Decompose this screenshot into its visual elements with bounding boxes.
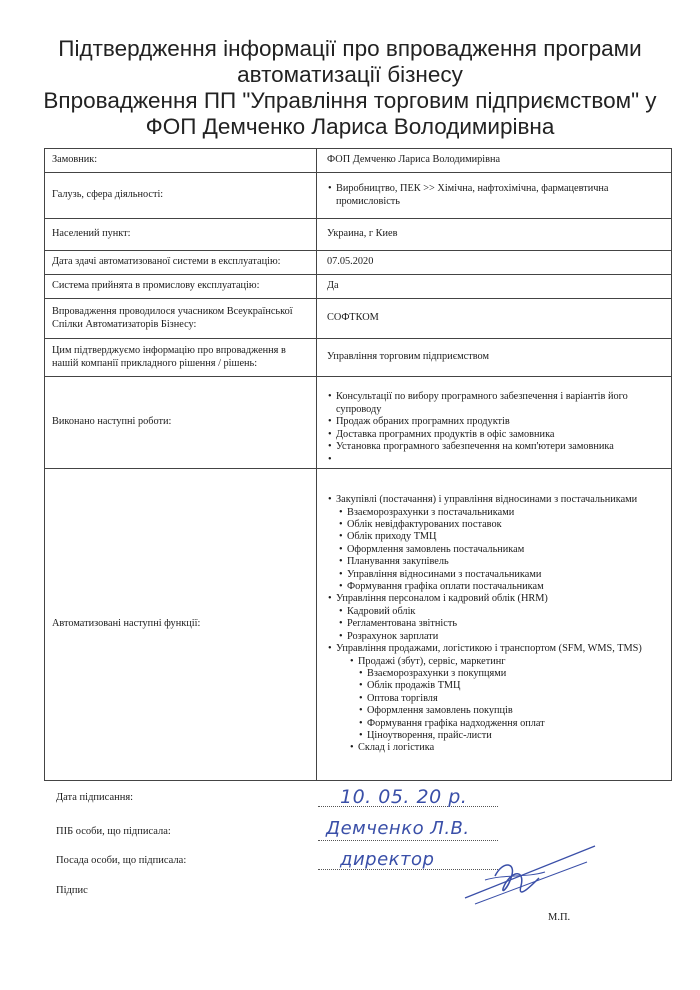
commission-date-label: Дата здачі автоматизованої системи в експлуатацію: <box>45 251 317 275</box>
industry-label: Галузь, сфера діяльності: <box>45 173 317 219</box>
title-line-1: Підтвердження інформації про впровадження програми <box>58 36 642 61</box>
row-participant <box>45 299 672 339</box>
signature-label: Підпис <box>56 885 88 896</box>
function-item: • Оформлення замовлень постачальникам <box>338 544 665 556</box>
row-functions <box>45 469 672 781</box>
location-label: Населений пункт: <box>45 219 317 251</box>
function-subgroup-title: • Продажі (збут), сервіс, маркетинг <box>349 656 665 668</box>
row-customer <box>45 149 672 173</box>
function-group-title: • Управління продажами, логістикою і транспортом (SFM, WMS, TMS) <box>327 643 665 655</box>
function-item: • Облік приходу ТМЦ <box>338 531 665 543</box>
functions-label: Автоматизовані наступні функції: <box>45 469 317 781</box>
participant-label: Впровадження проводилося учасником Всеукраїнської Спілки Автоматизаторів Бізнесу: <box>45 299 317 339</box>
row-commission-date <box>45 251 672 275</box>
sign-date-label: Дата підписання: <box>56 792 134 803</box>
function-item: • Взаєморозрахунки з покупцями <box>358 668 665 680</box>
function-item: • Оптова торгівля <box>358 693 665 705</box>
works-label: Виконано наступні роботи: <box>45 377 317 469</box>
function-item: • Оформлення замовлень покупців <box>358 705 665 717</box>
sign-date-value: 10. 05. 20 р. <box>340 786 468 808</box>
functions-list <box>327 494 665 506</box>
function-item: • Облік продажів ТМЦ <box>358 680 665 692</box>
row-location <box>45 219 672 251</box>
function-item: • Ціноутворення, прайс-листи <box>358 730 665 742</box>
info-table <box>44 148 672 781</box>
row-industry <box>45 173 672 219</box>
function-item: • Регламентована звітність <box>338 618 665 630</box>
row-accepted <box>45 275 672 299</box>
location-value: Украина, г Киев <box>317 219 672 251</box>
works-item: • Консультації по вибору програмного забезпечення і варіантів його супроводу <box>327 391 665 416</box>
title-line-4: ФОП Демченко Лариса Володимирівна <box>145 114 555 139</box>
handwritten-signature <box>455 840 605 920</box>
solution-value: Управління торговим підприємством <box>317 339 672 377</box>
customer-label: Замовник: <box>45 149 317 173</box>
function-group-title: • Управління персоналом і кадровий облік (HRM) <box>327 593 665 605</box>
works-item: • Установка програмного забезпечення на комп'ютери замовника <box>327 441 665 453</box>
document-title <box>30 36 670 140</box>
function-item: • Планування закупівель <box>338 556 665 568</box>
signer-name-label: ПІБ особи, що підписала: <box>56 826 171 837</box>
function-item: • Взаєморозрахунки з постачальниками <box>338 507 665 519</box>
function-subgroup-title: • Склад і логістика <box>349 742 665 754</box>
function-item: • Управління відносинами з постачальниками <box>338 569 665 581</box>
stamp-placeholder: М.П. <box>548 912 571 923</box>
row-works <box>45 377 672 469</box>
signer-position-value: директор <box>340 849 435 870</box>
function-item: • Розрахунок зарплати <box>338 631 665 643</box>
accepted-value: Да <box>317 275 672 299</box>
function-item: • Кадровий облік <box>338 606 665 618</box>
title-line-3: Впровадження ПП "Управління торговим підприємством" у <box>43 88 657 113</box>
function-item: • Облік невідфактурованих поставок <box>338 519 665 531</box>
works-item: • Доставка програмних продуктів в офіс замовника <box>327 429 665 441</box>
signer-position-label: Посада особи, що підписала: <box>56 855 187 866</box>
signer-name-value: Демченко Л.В. <box>326 818 470 839</box>
row-solution <box>45 339 672 377</box>
function-group-title: • Закупівлі (постачання) і управління відносинами з постачальниками <box>327 494 665 506</box>
works-list <box>327 391 665 453</box>
accepted-label: Система прийнята в промислову експлуатацію: <box>45 275 317 299</box>
title-line-2: автоматизації бізнесу <box>237 62 463 87</box>
commission-date-value: 07.05.2020 <box>317 251 672 275</box>
industry-value: • Виробництво, ПЕК >> Хімічна, нафтохімічна, фармацевтична промисловість <box>327 183 665 208</box>
participant-value: СОФТКОМ <box>317 299 672 339</box>
function-item: • Формування графіка оплати постачальникам <box>338 581 665 593</box>
solution-label: Цим підтверджуємо інформацію про впровадження в нашій компанії прикладного рішення / рішень: <box>45 339 317 377</box>
function-item: • Формування графіка надходження оплат <box>358 718 665 730</box>
works-item: • Продаж обраних програмних продуктів <box>327 416 665 428</box>
customer-value: ФОП Демченко Лариса Володимирівна <box>317 149 672 173</box>
